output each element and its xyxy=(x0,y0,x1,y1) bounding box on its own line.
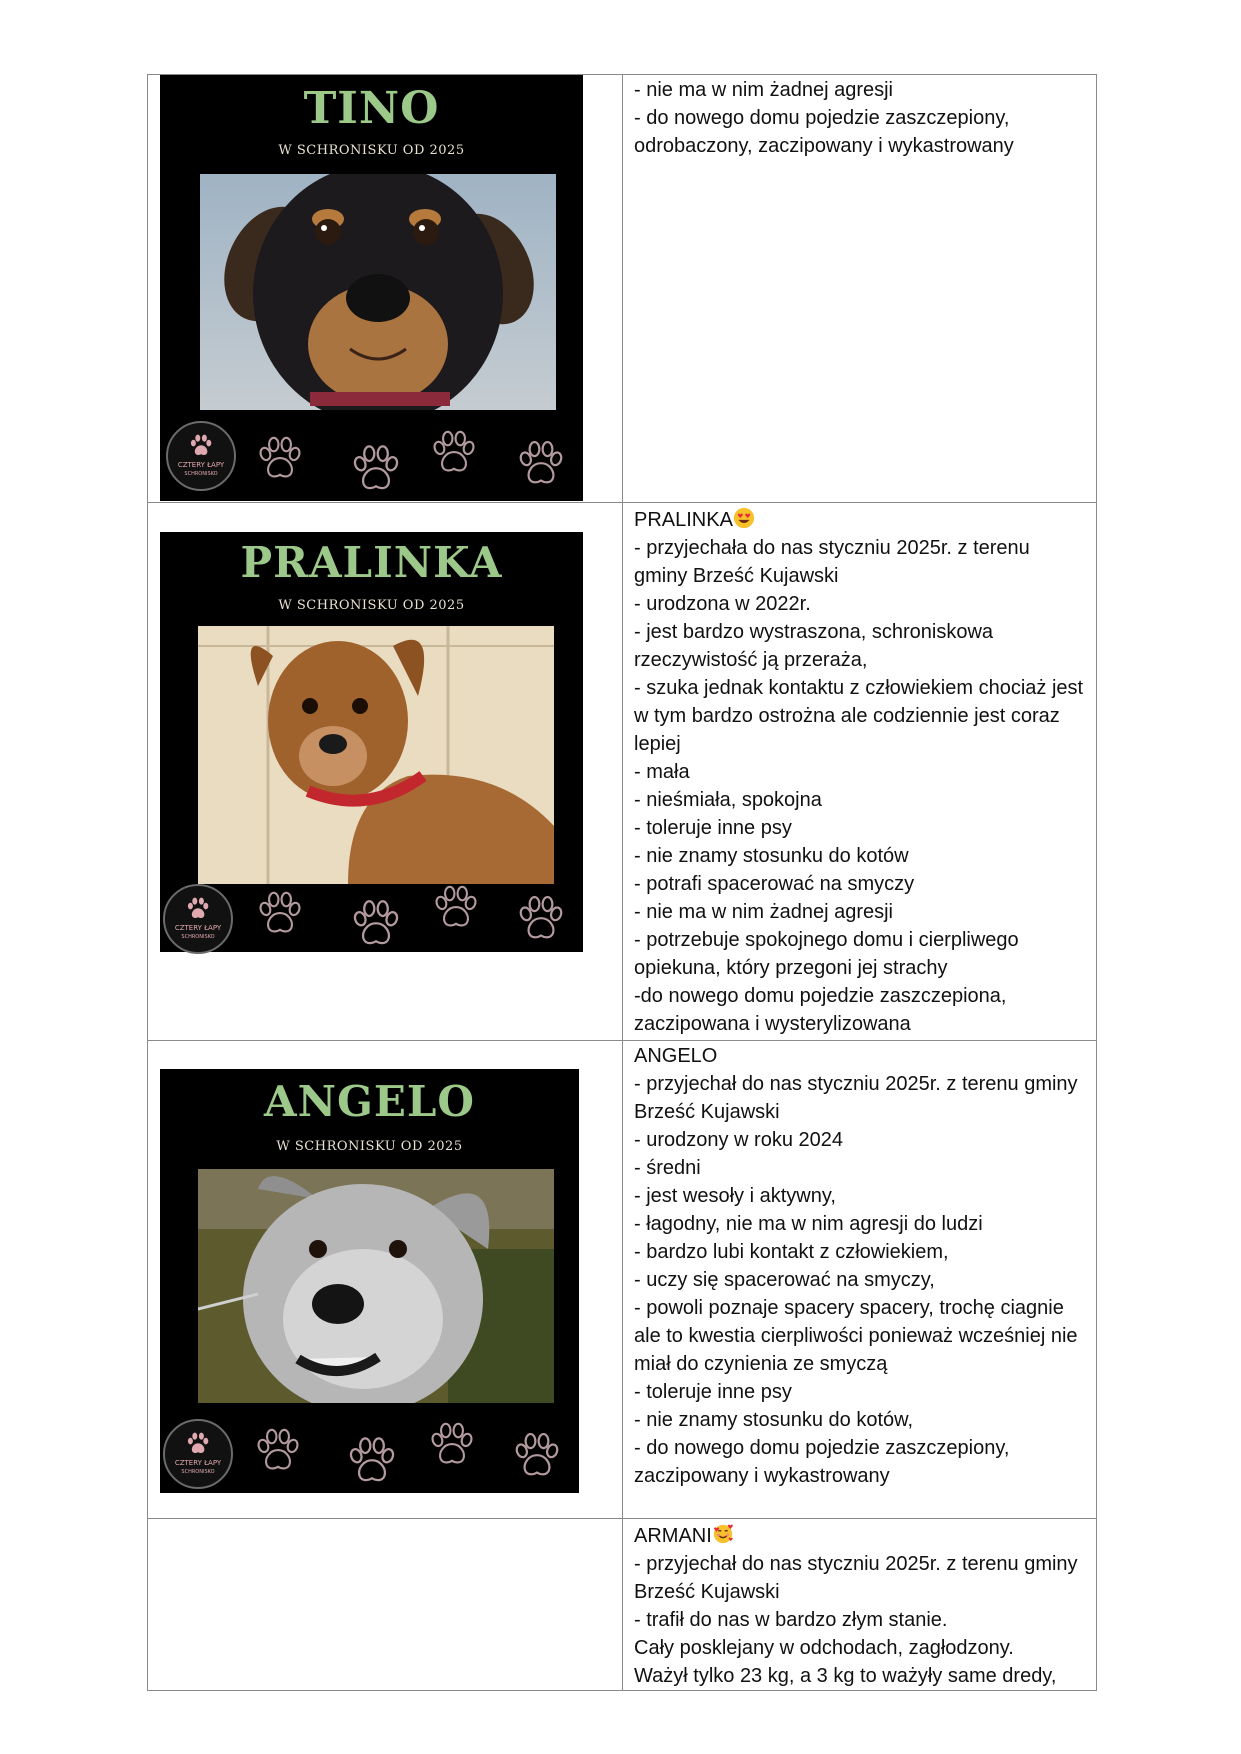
description-line: - nie ma w nim żadnej agresji xyxy=(634,79,893,101)
dog-title: ARMANI xyxy=(634,1522,1086,1550)
smiling-hearts-emoji xyxy=(712,1523,734,1545)
dog-description xyxy=(623,75,1096,160)
logo-text: CZTERY ŁAPY xyxy=(177,461,225,469)
paw-icon xyxy=(350,894,402,948)
image-cell xyxy=(148,1519,623,1691)
paw-icon xyxy=(428,1417,476,1467)
paw-icon xyxy=(516,890,566,942)
paw-icon xyxy=(516,435,566,487)
text-cell xyxy=(623,75,1097,503)
dog-listing-table xyxy=(147,74,1097,1691)
description-line: - urodzona w 2022r. xyxy=(634,593,811,615)
description-line: - łagodny, nie ma w nim agresji do ludzi xyxy=(634,1213,983,1235)
dog-description xyxy=(623,1519,1096,1690)
poster-dog-name: PRALINKA xyxy=(240,538,503,587)
dog-description xyxy=(623,503,1096,1038)
image-cell xyxy=(148,75,623,503)
description-line: - do nowego domu pojedzie zaszczepiony, odrobaczony, zaczipowany i wykastrowany xyxy=(634,107,1014,157)
description-line: - urodzony w roku 2024 xyxy=(634,1129,844,1151)
description-line: - szuka jednak kontaktu z człowiekiem chociaż jest w tym bardzo ostrożna ale codziennie jest coraz lepiej xyxy=(634,677,1084,755)
dog-photo xyxy=(200,174,556,410)
description-line: - jest bardzo wystraszona, schroniskowa rzeczywistość ją przeraża, xyxy=(634,621,994,671)
description-line: Cały posklejany w odchodach, zagłodzony. xyxy=(634,1637,1014,1659)
description-line: - potrzebuje spokojnego domu i cierpliwego opiekuna, który przegoni jej strachy xyxy=(634,929,1019,979)
paw-icon xyxy=(256,431,304,481)
table-row xyxy=(148,503,1097,1041)
table-row xyxy=(148,75,1097,503)
paw-icon xyxy=(430,425,478,475)
text-cell xyxy=(623,1041,1097,1519)
image-cell xyxy=(148,503,623,1041)
logo-text: CZTERY ŁAPY xyxy=(174,924,222,932)
description-line: - mała xyxy=(634,761,690,783)
paw-icon xyxy=(256,886,304,936)
description-line: Ważył tylko 23 kg, a 3 kg to ważyły same dredy, xyxy=(634,1665,1057,1687)
poster-subtitle: W SCHRONISKU OD 2025 xyxy=(278,598,465,613)
description-line: - nie znamy stosunku do kotów xyxy=(634,845,909,867)
description-line: - przyjechał do nas styczniu 2025r. z terenu gminy Brześć Kujawski xyxy=(634,1073,1078,1123)
text-cell xyxy=(623,1519,1097,1691)
paw-icon xyxy=(432,880,480,930)
poster-subtitle: W SCHRONISKU OD 2025 xyxy=(278,143,465,158)
table-row xyxy=(148,1519,1097,1691)
paw-icon xyxy=(350,439,402,493)
image-cell xyxy=(148,1041,623,1519)
table-row xyxy=(148,1041,1097,1519)
paw-icon xyxy=(512,1427,562,1479)
description-line: - do nowego domu pojedzie zaszczepiony, zaczipowany i wykastrowany xyxy=(634,1437,1010,1487)
logo-text: CZTERY ŁAPY xyxy=(174,1459,222,1467)
text-cell xyxy=(623,503,1097,1041)
description-line: - jest wesoły i aktywny, xyxy=(634,1185,836,1207)
description-line: - nie ma w nim żadnej agresji xyxy=(634,901,893,923)
logo-subtext: SCHRONISKO xyxy=(184,471,218,477)
paw-icon xyxy=(254,1423,302,1473)
description-line: - nie znamy stosunku do kotów, xyxy=(634,1409,914,1431)
shelter-logo xyxy=(166,421,236,491)
description-line: - nieśmiała, spokojna xyxy=(634,789,822,811)
description-line: - toleruje inne psy xyxy=(634,1381,792,1403)
description-line: - średni xyxy=(634,1157,701,1179)
dog-title: PRALINKA xyxy=(634,506,1086,534)
description-line: - przyjechał do nas styczniu 2025r. z terenu gminy Brześć Kujawski xyxy=(634,1553,1078,1603)
description-line: - trafił do nas w bardzo złym stanie. xyxy=(634,1609,948,1631)
dog-description xyxy=(623,1041,1096,1490)
description-line: - powoli poznaje spacery spacery, trochę ciagnie ale to kwestia cierpliwości ponieważ wcześniej nie miał do czynienia ze smyczą xyxy=(634,1297,1078,1375)
logo-subtext: SCHRONISKO xyxy=(181,1469,215,1475)
description-line: - bardzo lubi kontakt z człowiekiem, xyxy=(634,1241,949,1263)
paw-icon xyxy=(346,1431,398,1485)
dog-poster-angelo xyxy=(160,1069,579,1493)
dog-title: ANGELO xyxy=(634,1045,718,1067)
description-line: - przyjechała do nas styczniu 2025r. z terenu gminy Brześć Kujawski xyxy=(634,537,1030,587)
heart-eyes-emoji xyxy=(733,507,755,529)
description-line: - uczy się spacerować na smyczy, xyxy=(634,1269,935,1291)
dog-poster-pralinka xyxy=(160,532,583,952)
description-line: -do nowego domu pojedzie zaszczepiona, zaczipowana i wysterylizowana xyxy=(634,985,1007,1035)
dog-poster-tino xyxy=(160,75,583,501)
shelter-logo xyxy=(163,884,233,954)
dog-photo xyxy=(198,1169,554,1403)
poster-dog-name: ANGELO xyxy=(264,1077,475,1126)
logo-subtext: SCHRONISKO xyxy=(181,934,215,940)
poster-dog-name: TINO xyxy=(303,83,440,134)
description-line: - toleruje inne psy xyxy=(634,817,792,839)
description-line: - potrafi spacerować na smyczy xyxy=(634,873,915,895)
poster-subtitle: W SCHRONISKU OD 2025 xyxy=(276,1139,463,1154)
shelter-logo xyxy=(163,1419,233,1489)
dog-photo xyxy=(198,626,554,884)
